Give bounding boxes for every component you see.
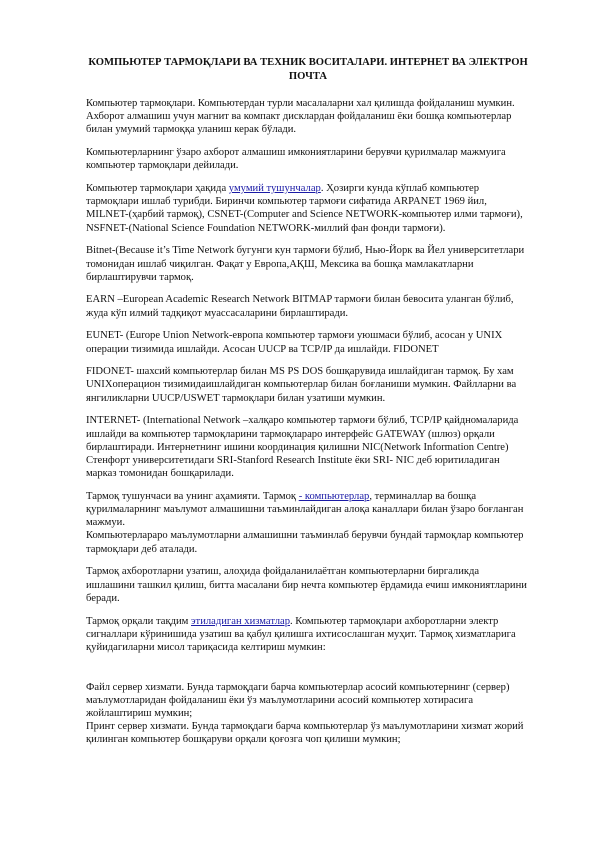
paragraph-eunet: EUNET- (Europe Union Network-европа компьютер тармоғи уюшмаси бўлиб, асосан у UNIX операции тизимида ишлайди. Асосан UUCP ва TCP/IP да ишлайди. FIDONET: [86, 330, 503, 355]
text: . Компьютер тармоқлари ахборотларни электр сигналлари кўринишида узатиш ва қабул қилишга ихтисослашган муҳит. Тармоқ хизматларига қуйидагиларни мисол тариқасида келтириш мумкин:: [86, 615, 516, 653]
paragraph-network-concept: [86, 490, 530, 530]
text: . Ҳозирги кунда кўплаб компьютер тармоқлари ишлаб турибди. Биринчи компьютер тармоғи сифатида ARPANET 1969 йил, MILNET-(ҳарбий тармоқ), CSNET-(Computer and Science NETWORK-компьютер илми тармоғи), NSFNET-(National Science Foundation NETWORK-миллий фан фонди тармоғи).: [86, 183, 523, 234]
paragraph-print-server: Принт сервер хизмати. Бунда тармоқдаги барча компьютерлар ўз маълумотларини хизмат жорий қилинган компьютер бошқаруви орқали қоғозга чоп қилиши мумкин;: [86, 721, 524, 746]
paragraph-bitnet: Bitnet-(Because it’s Time Network бугунги кун тармоғи бўлиб, Нью-Йорк ва Йел университетлари томонидан ишлаб чиқилган. Фақат у Европа,АҚШ, Мексика ва бошқа мамлакатларни бирлаштирувчи тармоқ.: [86, 245, 525, 283]
text: Тармоқ орқали тақдим: [86, 615, 192, 627]
services-link[interactable]: этиладиган хизматлар: [191, 615, 290, 627]
spacer: [86, 664, 530, 681]
text: , терминаллар ва бошқа қурилмаларнинг маълумот алмашишни таъминлайдиган алоқа каналлари билан ўзаро боғланган мажмуи.: [86, 490, 524, 529]
paragraph-computer-networks-term: Компьютерлараро маълумотларни алмашишни таъминлаб берувчи бундай тармоқлар компьютер тармоқлари деб аталади.: [86, 530, 524, 555]
paragraph-internet: INTERNET- (International Network –халқаро компьютер тармоғи бўлиб, TCP/IP қайдномаларида ишлайди ва компьютер тармоқларини тармоқлараро интерфейс GATEWAY (шлюз) орқали бирлаштиради. Интернетнинг ишини координация қилишни NIC(Network Information Centre) Стенфорт университетидаги SRI-Stanford Research Institute ёки SRI- NIC деб юритиладиган марказ томонидан бошқарилади.: [86, 415, 519, 480]
text: Компьютер тармоқлари ҳақида: [86, 183, 229, 195]
paragraph-fidonet: FIDONET- шахсий компьютерлар билан MS PS DOS бошқарувида ишлайдиган тармоқ. Бу хам UNIXоперацион тизимидаишлайдиган компьютерлар билан боғланиши мумкин. Файлларни ва янгиликларни UUCP/USWET тармоқлари билан узатиши мумкин.: [86, 366, 517, 404]
paragraph-networks-intro: Компьютер тармоқлари. Компьютердан турли масалаларни хал қилишда фойдаланиш мумкин. Ахборот алмашиш учун магнит ва компакт дисклардан фойдаланиш ёки бошқа компьютерлар билан умумий тармоққа уланиш керак бўлади.: [86, 98, 515, 136]
paragraph-networks-definition: Компьютерларнинг ўзаро ахборот алмашиш имкониятларини берувчи қурилмалар мажмуига компьютер тармоқлари дейилади.: [86, 147, 506, 172]
paragraph-earn: EARN –European Academic Research Network BITMAP тармоғи билан бевосита уланган бўлиб, жуда кўп илмий тадқиқот муассасаларини бирлаштиради.: [86, 294, 514, 319]
paragraph-network-services: [86, 615, 530, 655]
paragraph-file-server: Файл сервер хизмати. Бунда тармоқдаги барча компьютерлар асосий компьютернинг (сервер) маълумотларидан фойдаланиш ёки ўз маълумотларини асосий компьютер хотирасига жойлаштириш мумкин;: [86, 681, 510, 720]
paragraph-general-concepts: [86, 182, 530, 235]
document-title: КОМПЬЮТЕР ТАРМОҚЛАРИ ВА ТЕХНИК ВОСИТАЛАРИ. ИНТЕРНЕТ ВА ЭЛЕКТРОН ПОЧТА: [88, 57, 528, 82]
paragraph-network-capabilities: Тармоқ ахборотларни узатиш, алоҳида фойдаланилаётган компьютерларни биргаликда ишлашини ташкил қилиш, битта масалани бир нечта компьютер ёрдамида ечиш имкониятларини беради.: [86, 566, 527, 604]
text: Тармоқ тушунчаси ва унинг аҳамияти. Тармоқ: [86, 490, 299, 502]
computers-link[interactable]: - компьютерлар: [298, 490, 370, 502]
general-concepts-link[interactable]: умумий тушунчалар: [228, 183, 321, 195]
